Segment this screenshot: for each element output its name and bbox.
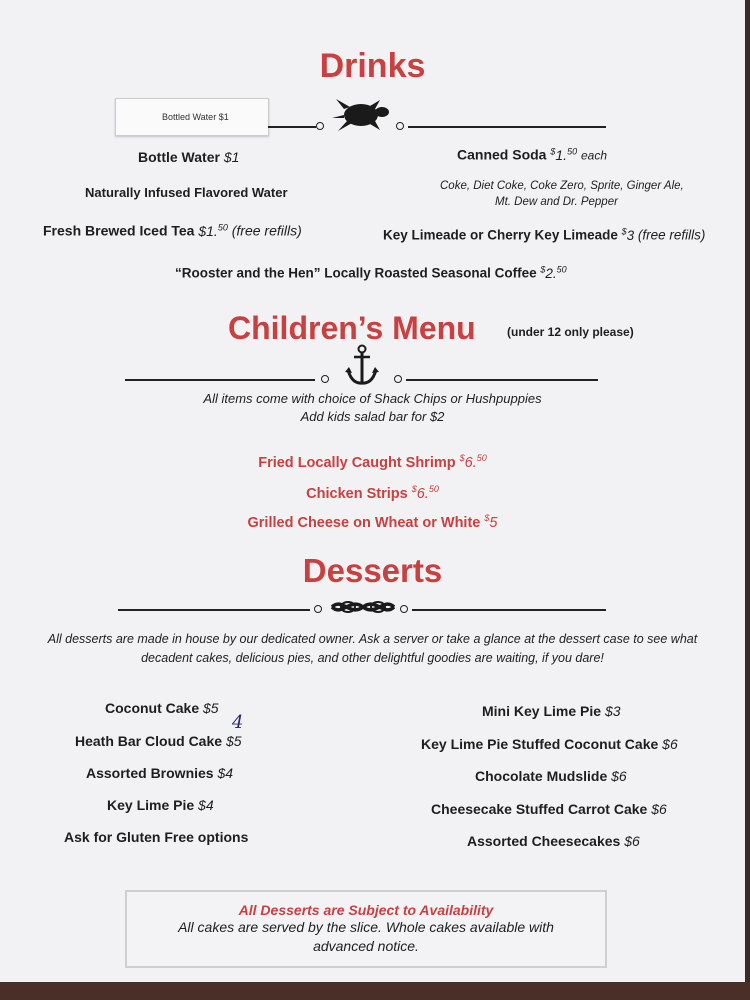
childrens-menu-subtitle: (under 12 only please) — [507, 325, 634, 339]
dessert-brownies: Assorted Brownies $4 — [86, 765, 234, 781]
dessert-coconut-cake: Coconut Cake $5 — [105, 700, 219, 716]
desserts-heading: Desserts — [302, 552, 443, 589]
table-edge — [0, 982, 750, 1000]
drink-infused-water: Naturally Infused Flavored Water — [85, 185, 288, 200]
notice-title: All Desserts are Subject to Availability — [238, 902, 494, 918]
dessert-cheesecakes: Assorted Cheesecakes $6 — [467, 833, 640, 849]
kids-fried-shrimp: Fried Locally Caught Shrimp $6.50 — [258, 453, 487, 471]
soda-flavors-line2: Mt. Dew and Dr. Pepper — [495, 196, 618, 208]
drink-bottle-water: Bottle Water $1 — [138, 149, 240, 165]
children-divider-left — [125, 379, 315, 381]
soda-flavors-line1: Coke, Diet Coke, Coke Zero, Sprite, Ginger Ale, — [440, 180, 684, 192]
kids-chicken-strips: Chicken Strips $6.50 — [306, 484, 439, 502]
divider-dot — [314, 605, 322, 613]
drink-key-limeade: Key Limeade or Cherry Key Limeade $3 (free refills) — [383, 226, 706, 243]
dessert-mini-key-lime: Mini Key Lime Pie $3 — [482, 703, 621, 719]
rope-knot-icon — [330, 595, 396, 619]
divider-dot — [400, 605, 408, 613]
dessert-heath-bar-cake: Heath Bar Cloud Cake $5 — [75, 733, 242, 749]
desserts-intro-line1: All desserts are made in house by our dedicated owner. Ask a server or take a glance at the dessert case to see what — [47, 632, 698, 646]
notice-line2: All cakes are served by the slice. Whole cakes available with — [178, 919, 554, 935]
children-divider-right — [406, 379, 598, 381]
divider-dot — [316, 122, 324, 130]
children-info-line1: All items come with choice of Shack Chips or Hushpuppies — [203, 391, 542, 406]
drinks-divider-right — [408, 126, 606, 128]
handwritten-price-correction: 4 — [232, 712, 244, 733]
bottled-water-sticker — [115, 98, 269, 136]
drinks-heading: Drinks — [319, 47, 426, 85]
dessert-key-lime-pie: Key Lime Pie $4 — [107, 797, 214, 813]
dessert-gluten-free: Ask for Gluten Free options — [64, 829, 249, 845]
dessert-cheesecake-carrot: Cheesecake Stuffed Carrot Cake $6 — [431, 801, 667, 817]
divider-dot — [396, 122, 404, 130]
desserts-divider-right — [412, 609, 606, 611]
anchor-icon — [344, 344, 380, 386]
desserts-divider-left — [118, 609, 310, 611]
divider-dot — [394, 375, 402, 383]
availability-notice — [125, 890, 607, 968]
sticker-text: Bottled Water $1 — [162, 112, 229, 122]
drink-iced-tea: Fresh Brewed Iced Tea $1.50 (free refills) — [43, 222, 302, 239]
kids-grilled-cheese: Grilled Cheese on Wheat or White $5 — [247, 513, 498, 531]
drink-canned-soda: Canned Soda $1.50 each — [457, 146, 607, 163]
sea-turtle-icon — [330, 97, 392, 133]
drinks-divider-left — [268, 126, 316, 128]
childrens-menu-heading: Children’s Menu — [228, 310, 476, 346]
dessert-key-lime-coconut: Key Lime Pie Stuffed Coconut Cake $6 — [421, 736, 678, 752]
dessert-mudslide: Chocolate Mudslide $6 — [475, 768, 627, 784]
children-info-line2: Add kids salad bar for $2 — [300, 409, 445, 424]
drink-coffee: “Rooster and the Hen” Locally Roasted Seasonal Coffee $2.50 — [175, 264, 567, 281]
divider-dot — [321, 375, 329, 383]
desserts-intro-line2: decadent cakes, delicious pies, and other delightful goodies are waiting, if you dare! — [141, 651, 604, 665]
notice-line3: advanced notice. — [313, 938, 419, 954]
